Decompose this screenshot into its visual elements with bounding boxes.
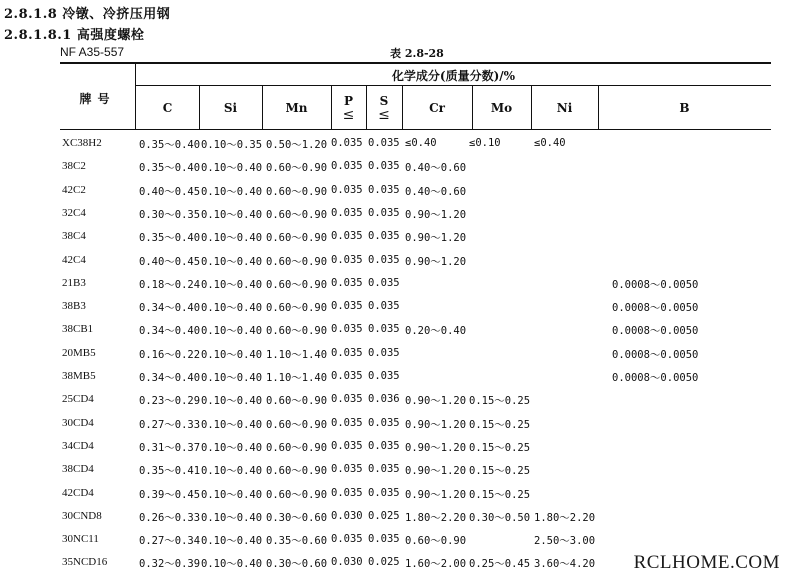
cell-b: 0.0008～0.0050: [612, 349, 699, 361]
cell-b: 0.0008～0.0050: [612, 325, 699, 337]
cell-c: 0.35～0.40: [139, 232, 201, 244]
cell-p: 0.035: [331, 487, 363, 499]
grade-cell: 32C4: [62, 207, 86, 219]
cell-mn: 0.60～0.90: [266, 209, 328, 221]
cell-si: 0.10～0.40: [201, 162, 263, 174]
column-header-mn: [262, 86, 331, 129]
cell-c: 0.32～0.39: [139, 558, 201, 570]
cell-cr: 1.80～2.20: [405, 512, 467, 524]
cell-mo: 0.15～0.25: [469, 465, 531, 477]
cell-s: 0.035: [368, 417, 400, 429]
table-row: [0, 393, 792, 413]
cell-si: 0.10～0.40: [201, 419, 263, 431]
grade-cell: 34CD4: [62, 440, 94, 452]
cell-si: 0.10～0.40: [201, 489, 263, 501]
cell-mn: 0.60～0.90: [266, 279, 328, 291]
column-header-si: [199, 86, 262, 129]
cell-mn: 0.60～0.90: [266, 162, 328, 174]
cell-si: 0.10～0.40: [201, 512, 263, 524]
cell-c: 0.31～0.37: [139, 442, 201, 454]
table-row: [0, 160, 792, 180]
column-header-b: [598, 86, 771, 129]
grade-cell: 38CB1: [62, 323, 94, 335]
column-divider: [199, 86, 200, 129]
cell-c: 0.27～0.34: [139, 535, 201, 547]
cell-c: 0.16～0.22: [139, 349, 201, 361]
cell-cr: 0.90～1.20: [405, 442, 467, 454]
cell-mo: 0.15～0.25: [469, 489, 531, 501]
column-divider: [531, 86, 532, 129]
table-row: [0, 300, 792, 320]
column-header-label: S: [379, 93, 389, 108]
cell-s: 0.035: [368, 160, 400, 172]
cell-cr: 0.90～1.20: [405, 209, 467, 221]
cell-s: 0.035: [368, 207, 400, 219]
column-divider: [331, 86, 332, 129]
grade-cell: 20MB5: [62, 347, 96, 359]
cell-mn: 0.60～0.90: [266, 186, 328, 198]
table-row: [0, 254, 792, 274]
grade-cell: 30NC11: [62, 533, 99, 545]
cell-c: 0.35～0.40: [139, 139, 201, 151]
cell-p: 0.035: [331, 417, 363, 429]
grade-cell: 42CD4: [62, 487, 94, 499]
cell-mn: 0.35～0.60: [266, 535, 328, 547]
grade-cell: 30CND8: [62, 510, 102, 522]
cell-mo: 0.25～0.45: [469, 558, 531, 570]
cell-cr: 0.40～0.60: [405, 186, 467, 198]
column-header-label: B: [679, 100, 690, 115]
cell-p: 0.035: [331, 254, 363, 266]
column-header-label: Ni: [556, 100, 573, 115]
column-divider: [402, 86, 403, 129]
cell-ni: 3.60～4.20: [534, 558, 596, 570]
cell-cr: 0.90～1.20: [405, 465, 467, 477]
grade-cell: 38B3: [62, 300, 86, 312]
cell-p: 0.035: [331, 184, 363, 196]
column-header-s: [366, 86, 402, 129]
cell-mn: 0.60～0.90: [266, 419, 328, 431]
cell-s: 0.035: [368, 463, 400, 475]
column-header-label: P: [343, 93, 354, 108]
cell-mn: 0.60～0.90: [266, 395, 328, 407]
cell-p: 0.035: [331, 393, 363, 405]
cell-cr: 0.40～0.60: [405, 162, 467, 174]
cell-si: 0.10～0.40: [201, 256, 263, 268]
cell-mn: 0.60～0.90: [266, 489, 328, 501]
cell-c: 0.27～0.33: [139, 419, 201, 431]
cell-s: 0.035: [368, 184, 400, 196]
table-top-rule: [60, 62, 771, 64]
cell-c: 0.34～0.40: [139, 372, 201, 384]
cell-c: 0.23～0.29: [139, 395, 201, 407]
cell-c: 0.34～0.40: [139, 302, 201, 314]
cell-mo: 0.15～0.25: [469, 442, 531, 454]
cell-mn: 1.10～1.40: [266, 372, 328, 384]
grade-cell: 38CD4: [62, 463, 94, 475]
cell-mo: ≤0.10: [469, 137, 501, 149]
cell-mn: 0.30～0.60: [266, 512, 328, 524]
cell-c: 0.34～0.40: [139, 325, 201, 337]
table-row: [0, 417, 792, 437]
grade-cell: 25CD4: [62, 393, 94, 405]
column-header-label: C: [162, 100, 173, 115]
grade-cell: 42C2: [62, 184, 86, 196]
cell-c: 0.18～0.24: [139, 279, 201, 291]
cell-mn: 0.60～0.90: [266, 232, 328, 244]
grade-cell: 21B3: [62, 277, 86, 289]
watermark: RCLHOME.COM: [633, 552, 780, 573]
cell-cr: 0.60～0.90: [405, 535, 467, 547]
header-bottom-rule: [60, 129, 771, 130]
cell-p: 0.030: [331, 556, 363, 568]
cell-b: 0.0008～0.0050: [612, 302, 699, 314]
grade-cell: 38C2: [62, 160, 86, 172]
cell-cr: 0.90～1.20: [405, 395, 467, 407]
table-row: [0, 440, 792, 460]
cell-si: 0.10～0.40: [201, 279, 263, 291]
composition-group-header: 化学成分(质量分数)/%: [391, 69, 516, 83]
cell-cr: 0.90～1.20: [405, 419, 467, 431]
cell-cr: 0.20～0.40: [405, 325, 467, 337]
cell-si: 0.10～0.40: [201, 209, 263, 221]
cell-c: 0.40～0.45: [139, 186, 201, 198]
grade-cell: 30CD4: [62, 417, 94, 429]
cell-p: 0.035: [331, 347, 363, 359]
column-header-label: Cr: [429, 100, 445, 115]
table-row: [0, 510, 792, 530]
table-row: [0, 207, 792, 227]
column-header-ni: [531, 86, 598, 129]
section-heading: 2.8.1.8 冷镦、冷挤压用钢: [4, 7, 171, 22]
column-header-limit: ≤: [342, 106, 355, 123]
cell-s: 0.035: [368, 347, 400, 359]
cell-si: 0.10～0.40: [201, 465, 263, 477]
subsection-heading: 2.8.1.8.1 高强度螺栓: [4, 28, 145, 43]
cell-mn: 0.60～0.90: [266, 302, 328, 314]
cell-s: 0.035: [368, 533, 400, 545]
cell-c: 0.40～0.45: [139, 256, 201, 268]
grade-cell: 35NCD16: [62, 556, 108, 568]
cell-si: 0.10～0.40: [201, 325, 263, 337]
cell-s: 0.035: [368, 254, 400, 266]
column-divider: [598, 86, 599, 129]
cell-p: 0.030: [331, 510, 363, 522]
cell-s: 0.035: [368, 487, 400, 499]
cell-mo: 0.15～0.25: [469, 395, 531, 407]
table-row: [0, 347, 792, 367]
column-header-label: Si: [223, 100, 238, 115]
cell-si: 0.10～0.40: [201, 535, 263, 547]
cell-s: 0.035: [368, 300, 400, 312]
cell-p: 0.035: [331, 533, 363, 545]
cell-p: 0.035: [331, 160, 363, 172]
cell-p: 0.035: [331, 207, 363, 219]
table-row: [0, 533, 792, 553]
cell-p: 0.035: [331, 137, 363, 149]
cell-si: 0.10～0.40: [201, 232, 263, 244]
cell-p: 0.035: [331, 230, 363, 242]
grade-cell: XC38H2: [62, 137, 102, 149]
cell-s: 0.035: [368, 230, 400, 242]
cell-s: 0.025: [368, 556, 400, 568]
cell-cr: 0.90～1.20: [405, 256, 467, 268]
table-row: [0, 370, 792, 390]
cell-c: 0.26～0.33: [139, 512, 201, 524]
cell-mn: 1.10～1.40: [266, 349, 328, 361]
cell-c: 0.35～0.41: [139, 465, 201, 477]
cell-ni: ≤0.40: [534, 137, 566, 149]
cell-s: 0.035: [368, 323, 400, 335]
cell-cr: 0.90～1.20: [405, 232, 467, 244]
cell-mn: 0.60～0.90: [266, 256, 328, 268]
table-row: [0, 487, 792, 507]
table-row: [0, 137, 792, 157]
cell-s: 0.035: [368, 370, 400, 382]
standard-number: NF A35-557: [60, 45, 125, 59]
cell-p: 0.035: [331, 463, 363, 475]
cell-ni: 1.80～2.20: [534, 512, 596, 524]
cell-p: 0.035: [331, 323, 363, 335]
cell-cr: 1.60～2.00: [405, 558, 467, 570]
column-divider: [262, 86, 263, 129]
column-header-cr: [402, 86, 472, 129]
cell-si: 0.10～0.40: [201, 558, 263, 570]
column-divider: [366, 86, 367, 129]
cell-mo: 0.30～0.50: [469, 512, 531, 524]
column-header-label: Mo: [490, 100, 513, 115]
column-divider: [472, 86, 473, 129]
table-row: [0, 277, 792, 297]
grade-cell: 38C4: [62, 230, 86, 242]
table-row: [0, 323, 792, 343]
cell-p: 0.035: [331, 370, 363, 382]
cell-c: 0.39～0.45: [139, 489, 201, 501]
cell-mn: 0.60～0.90: [266, 325, 328, 337]
cell-p: 0.035: [331, 300, 363, 312]
cell-b: 0.0008～0.0050: [612, 279, 699, 291]
cell-s: 0.035: [368, 440, 400, 452]
table-number: 表 2.8-28: [390, 47, 444, 60]
cell-si: 0.10～0.40: [201, 372, 263, 384]
cell-ni: 2.50～3.00: [534, 535, 596, 547]
cell-si: 0.10～0.40: [201, 395, 263, 407]
cell-s: 0.035: [368, 277, 400, 289]
cell-si: 0.10～0.35: [201, 139, 263, 151]
cell-s: 0.036: [368, 393, 400, 405]
column-header-c: [136, 86, 199, 129]
cell-s: 0.035: [368, 137, 400, 149]
cell-mn: 0.30～0.60: [266, 558, 328, 570]
table-row: [0, 184, 792, 204]
cell-p: 0.035: [331, 277, 363, 289]
grade-header: 牌号: [79, 92, 116, 106]
cell-s: 0.025: [368, 510, 400, 522]
cell-b: 0.0008～0.0050: [612, 372, 699, 384]
cell-mo: 0.15～0.25: [469, 419, 531, 431]
table-row: [0, 230, 792, 250]
column-header-p: [331, 86, 366, 129]
cell-si: 0.10～0.40: [201, 349, 263, 361]
cell-cr: 0.90～1.20: [405, 489, 467, 501]
column-header-mo: [472, 86, 531, 129]
cell-mn: 0.60～0.90: [266, 465, 328, 477]
cell-mn: 0.50～1.20: [266, 139, 328, 151]
cell-cr: ≤0.40: [405, 137, 437, 149]
grade-cell: 38MB5: [62, 370, 96, 382]
cell-si: 0.10～0.40: [201, 302, 263, 314]
column-header-limit: ≤: [378, 106, 390, 123]
column-header-label: Mn: [285, 100, 308, 115]
cell-mn: 0.60～0.90: [266, 442, 328, 454]
cell-p: 0.035: [331, 440, 363, 452]
cell-c: 0.35～0.40: [139, 162, 201, 174]
cell-si: 0.10～0.40: [201, 442, 263, 454]
cell-c: 0.30～0.35: [139, 209, 201, 221]
cell-si: 0.10～0.40: [201, 186, 263, 198]
table-row: [0, 463, 792, 483]
grade-cell: 42C4: [62, 254, 86, 266]
